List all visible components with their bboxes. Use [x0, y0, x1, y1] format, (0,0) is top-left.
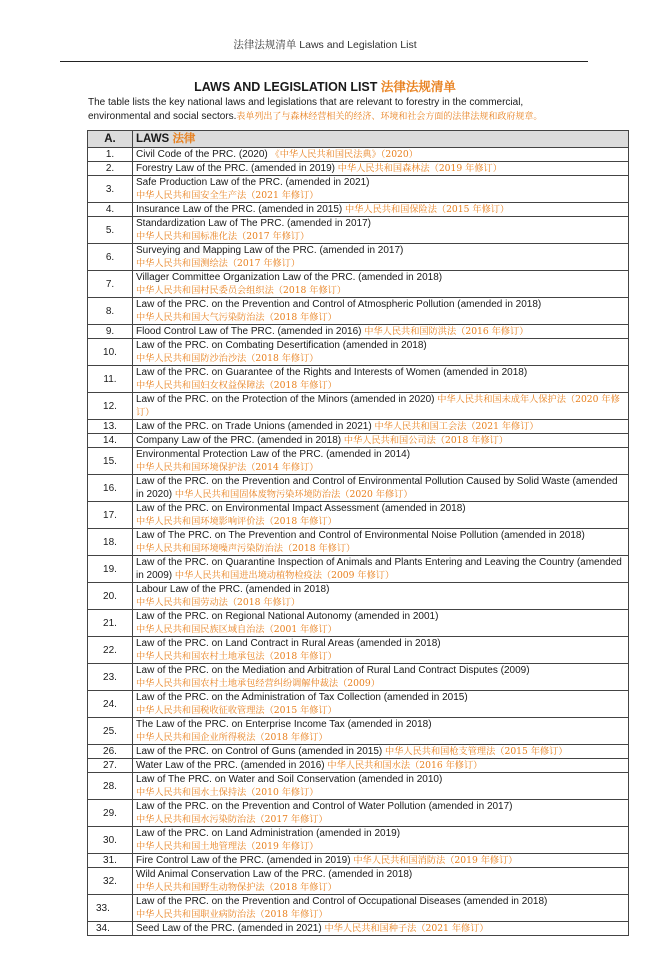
law-entry [133, 298, 629, 325]
law-name-chinese: 中华人民共和国农村土地承包法（2018 年修订） [136, 651, 337, 662]
law-name-chinese: 中华人民共和国种子法（2021 年修订） [324, 923, 489, 934]
row-number: 6. [88, 244, 133, 271]
law-entry [133, 610, 629, 637]
law-name-english: Law of The PRC. on Water and Soil Conservation (amended in 2010) [136, 774, 443, 785]
table-row [88, 325, 629, 339]
law-name-english: Law of the PRC. on Environmental Impact Assessment (amended in 2018) [136, 503, 466, 514]
law-name-chinese: 中华人民共和国大气污染防治法（2018 年修订） [136, 312, 337, 323]
table-row [88, 475, 629, 502]
row-number: 11. [88, 366, 133, 393]
table-row [88, 502, 629, 529]
table-row [88, 448, 629, 475]
row-number: 21. [88, 610, 133, 637]
table-row [88, 610, 629, 637]
law-entry [133, 148, 629, 162]
law-name-chinese: 中华人民共和国消防法（2019 年修订） [353, 855, 518, 866]
table-row [88, 298, 629, 325]
law-name-chinese: 中华人民共和国枪支管理法（2015 年修订） [385, 746, 568, 757]
law-name-english: Law of The PRC. on The Prevention and Control of Environmental Noise Pollution (amended in 2018) [136, 530, 585, 541]
law-name-english: Law of the PRC. on the Prevention and Control of Atmospheric Pollution (amended in 2018) [136, 299, 542, 310]
law-name-english: Company Law of the PRC. (amended in 2018) [136, 435, 342, 446]
law-name-chinese: 中华人民共和国工会法（2021 年修订） [374, 421, 539, 432]
law-name-english: Law of the PRC. on Land Administration (amended in 2019) [136, 828, 401, 839]
row-number: 34. [88, 922, 133, 936]
law-name-english: Wild Animal Conservation Law of the PRC. (amended in 2018) [136, 869, 413, 880]
row-number: 20. [88, 583, 133, 610]
title-english: LAWS AND LEGISLATION LIST [194, 80, 378, 94]
laws-table-body [88, 148, 629, 936]
table-row [88, 922, 629, 936]
header-laws-english: LAWS [136, 133, 170, 145]
law-name-english: Law of the PRC. on the Mediation and Arbitration of Rural Land Contract Disputes (2009) [136, 665, 530, 676]
law-name-english: Law of the PRC. on Control of Guns (amended in 2015) [136, 746, 383, 757]
law-name-chinese: 中华人民共和国职业病防治法（2018 年修订） [136, 909, 328, 920]
law-name-english: Law of the PRC. on the Protection of the Minors (amended in 2020) [136, 394, 435, 405]
table-row [88, 339, 629, 366]
law-name-chinese: 中华人民共和国未成年人保护法（2020 年修订） [136, 394, 620, 418]
law-entry [133, 827, 629, 854]
law-entry [133, 583, 629, 610]
table-row [88, 854, 629, 868]
law-name-english: Law of the PRC. on Guarantee of the Rights and Interests of Women (amended in 2018) [136, 367, 528, 378]
law-name-english: Law of the PRC. on the Administration of Tax Collection (amended in 2015) [136, 692, 468, 703]
law-name-english: Safe Production Law of the PRC. (amended in 2021) [136, 177, 370, 188]
header-divider [60, 61, 588, 62]
table-row [88, 664, 629, 691]
law-name-english: Civil Code of the PRC. (2020) [136, 149, 268, 160]
law-entry [133, 529, 629, 556]
header-laws-chinese: 法律 [172, 131, 196, 145]
law-name-english: Law of the PRC. on the Prevention and Control of Occupational Diseases (amended in 2018) [136, 896, 548, 907]
table-row [88, 420, 629, 434]
header-section-number: A. [88, 131, 133, 148]
law-entry [133, 393, 629, 420]
table-row [88, 583, 629, 610]
table-row [88, 827, 629, 854]
law-entry [133, 637, 629, 664]
law-entry [133, 271, 629, 298]
row-number: 1. [88, 148, 133, 162]
law-name-chinese: 中华人民共和国农村土地承包经营纠纷调解仲裁法（2009） [136, 678, 380, 689]
law-entry [133, 854, 629, 868]
table-row [88, 868, 629, 895]
row-number: 8. [88, 298, 133, 325]
law-entry [133, 162, 629, 176]
table-header-row [88, 131, 629, 148]
table-row [88, 745, 629, 759]
law-name-english: Law of the PRC. on Regional National Autonomy (amended in 2001) [136, 611, 439, 622]
law-name-chinese: 中华人民共和国税收征收管理法（2015 年修订） [136, 705, 337, 716]
row-number: 31. [88, 854, 133, 868]
law-name-english: Insurance Law of the PRC. (amended in 2015) [136, 204, 343, 215]
table-row [88, 366, 629, 393]
table-row [88, 556, 629, 583]
row-number: 5. [88, 217, 133, 244]
row-number: 13. [88, 420, 133, 434]
law-entry [133, 922, 629, 936]
table-row [88, 434, 629, 448]
row-number: 23. [88, 664, 133, 691]
table-row [88, 773, 629, 800]
law-name-chinese: 中华人民共和国固体废物污染环境防治法（2020 年修订） [174, 489, 413, 500]
table-row [88, 759, 629, 773]
document-title [0, 77, 650, 95]
law-name-chinese: 中华人民共和国标准化法（2017 年修订） [136, 231, 310, 242]
law-name-chinese: 《中华人民共和国民法典》（2020） [270, 149, 418, 160]
table-row [88, 217, 629, 244]
law-entry [133, 448, 629, 475]
law-name-chinese: 中华人民共和国水污染防治法（2017 年修订） [136, 814, 328, 825]
law-entry [133, 366, 629, 393]
intro-chinese: 表单列出了与森林经营相关的经济、环境和社会方面的法律法规和政府规章。 [236, 111, 543, 122]
header-laws [133, 131, 629, 148]
table-row [88, 203, 629, 217]
row-number: 30. [88, 827, 133, 854]
row-number: 28. [88, 773, 133, 800]
row-number: 25. [88, 718, 133, 745]
row-number: 27. [88, 759, 133, 773]
row-number: 18. [88, 529, 133, 556]
table-row [88, 148, 629, 162]
law-entry [133, 664, 629, 691]
table-row [88, 718, 629, 745]
law-name-english: Surveying and Mapping Law of the PRC. (amended in 2017) [136, 245, 404, 256]
law-entry [133, 759, 629, 773]
law-name-chinese: 中华人民共和国防洪法（2016 年修订） [364, 326, 529, 337]
law-entry [133, 217, 629, 244]
row-number: 19. [88, 556, 133, 583]
law-entry [133, 434, 629, 448]
law-name-chinese: 中华人民共和国公司法（2018 年修订） [343, 435, 509, 446]
law-name-english: Law of the PRC. on Quarantine Inspection of Animals and Plants Entering and Leaving the Country (amended in 2009) [136, 557, 622, 581]
law-entry [133, 556, 629, 583]
row-number: 15. [88, 448, 133, 475]
table-row [88, 637, 629, 664]
row-number: 9. [88, 325, 133, 339]
intro-english: The table lists the key national laws and legislations that are relevant to forestry in the commercial, environmental and social sectors. [88, 97, 524, 122]
law-name-chinese: 中华人民共和国环境保护法（2014 年修订） [136, 462, 319, 473]
laws-table [87, 130, 629, 936]
law-name-chinese: 中华人民共和国民族区域自治法（2001 年修订） [136, 624, 337, 635]
law-entry [133, 420, 629, 434]
table-row [88, 895, 629, 922]
law-entry [133, 745, 629, 759]
table-row [88, 529, 629, 556]
law-name-chinese: 中华人民共和国环境噪声污染防治法（2018 年修订） [136, 543, 356, 554]
law-entry [133, 718, 629, 745]
law-name-english: Law of the PRC. on the Prevention and Control of Water Pollution (amended in 2017) [136, 801, 513, 812]
law-name-english: Flood Control Law of The PRC. (amended in 2016) [136, 326, 362, 337]
law-name-chinese: 中华人民共和国企业所得税法（2018 年修订） [136, 732, 328, 743]
law-name-chinese: 中华人民共和国安全生产法（2021 年修订） [136, 190, 319, 201]
row-number: 4. [88, 203, 133, 217]
law-entry [133, 475, 629, 502]
law-entry [133, 773, 629, 800]
row-number: 22. [88, 637, 133, 664]
law-entry [133, 203, 629, 217]
row-number: 10. [88, 339, 133, 366]
row-number: 2. [88, 162, 133, 176]
table-row [88, 800, 629, 827]
law-name-english: Law of the PRC. on Land Contract in Rural Areas (amended in 2018) [136, 638, 441, 649]
law-name-chinese: 中华人民共和国劳动法（2018 年修订） [136, 597, 301, 608]
title-chinese: 法律法规清单 [380, 79, 456, 94]
law-name-english: Fire Control Law of the PRC. (amended in 2019) [136, 855, 351, 866]
law-entry [133, 868, 629, 895]
law-name-chinese: 中华人民共和国野生动物保护法（2018 年修订） [136, 882, 337, 893]
row-number: 32. [88, 868, 133, 895]
table-row [88, 162, 629, 176]
law-name-english: Villager Committee Organization Law of the PRC. (amended in 2018) [136, 272, 443, 283]
law-name-chinese: 中华人民共和国进出境动植物检疫法（2009 年修订） [174, 570, 395, 581]
law-name-chinese: 中华人民共和国保险法（2015 年修订） [345, 204, 510, 215]
law-name-english: Law of the PRC. on Combating Desertification (amended in 2018) [136, 340, 427, 351]
law-name-chinese: 中华人民共和国水土保持法（2010 年修订） [136, 787, 319, 798]
table-row [88, 271, 629, 298]
law-name-chinese: 中华人民共和国测绘法（2017 年修订） [136, 258, 301, 269]
row-number: 16. [88, 475, 133, 502]
law-name-english: Standardization Law of The PRC. (amended in 2017) [136, 218, 371, 229]
law-name-chinese: 中华人民共和国森林法（2019 年修订） [337, 163, 502, 174]
intro-paragraph [88, 96, 588, 124]
row-number: 3. [88, 176, 133, 203]
row-number: 12. [88, 393, 133, 420]
law-name-english: Law of the PRC. on the Prevention and Control of Environmental Pollution Caused by Solid Waste (amended in 2020) [136, 476, 618, 500]
table-row [88, 176, 629, 203]
law-name-chinese: 中华人民共和国妇女权益保障法（2018 年修订） [136, 380, 337, 391]
law-name-chinese: 中华人民共和国防沙治沙法（2018 年修订） [136, 353, 319, 364]
law-name-english: Law of the PRC. on Trade Unions (amended in 2021) [136, 421, 372, 432]
row-number: 33. [88, 895, 133, 922]
law-name-chinese: 中华人民共和国土地管理法（2019 年修订） [136, 841, 319, 852]
law-entry [133, 176, 629, 203]
law-name-chinese: 中华人民共和国环境影响评价法（2018 年修订） [136, 516, 337, 527]
law-entry [133, 895, 629, 922]
row-number: 14. [88, 434, 133, 448]
table-row [88, 691, 629, 718]
law-name-english: Forestry Law of the PRC. (amended in 2019) [136, 163, 335, 174]
law-entry [133, 325, 629, 339]
law-name-english: The Law of the PRC. on Enterprise Income Tax (amended in 2018) [136, 719, 432, 730]
law-entry [133, 800, 629, 827]
page-header: 法律法规清单 Laws and Legislation List [233, 39, 417, 51]
law-name-chinese: 中华人民共和国水法（2016 年修订） [327, 760, 483, 771]
row-number: 24. [88, 691, 133, 718]
law-name-english: Labour Law of the PRC. (amended in 2018) [136, 584, 330, 595]
table-row [88, 393, 629, 420]
law-name-english: Seed Law of the PRC. (amended in 2021) [136, 923, 322, 934]
law-entry [133, 691, 629, 718]
law-entry [133, 339, 629, 366]
row-number: 29. [88, 800, 133, 827]
law-name-chinese: 中华人民共和国村民委员会组织法（2018 年修订） [136, 285, 347, 296]
row-number: 7. [88, 271, 133, 298]
law-entry [133, 502, 629, 529]
law-name-english: Environmental Protection Law of the PRC. (amended in 2014) [136, 449, 411, 460]
row-number: 17. [88, 502, 133, 529]
table-row [88, 244, 629, 271]
law-entry [133, 244, 629, 271]
row-number: 26. [88, 745, 133, 759]
law-name-english: Water Law of the PRC. (amended in 2016) [136, 760, 325, 771]
